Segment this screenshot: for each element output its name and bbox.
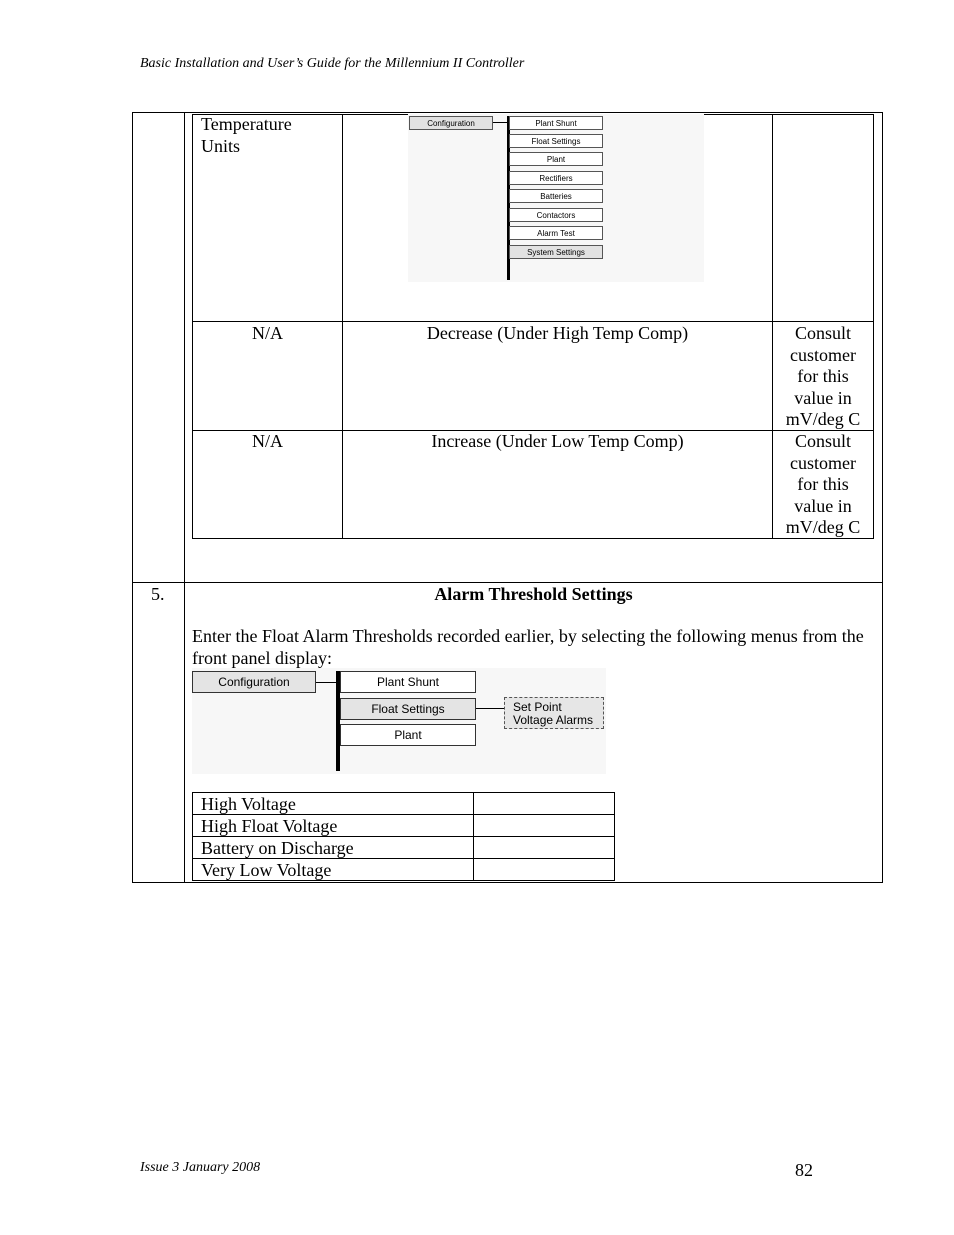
step-title: Alarm Threshold Settings (434, 584, 633, 604)
row3-note: Consult customer for this value in mV/deg C (785, 431, 861, 537)
menu-item-plant-large: Plant (340, 724, 476, 746)
submenu-line-2: Voltage Alarms (513, 713, 594, 727)
menu-item-alarm-test: Alarm Test (509, 226, 603, 240)
outer-table-left-border (132, 112, 133, 883)
menu-connector-line (493, 122, 507, 123)
config-menu-diagram-small (408, 114, 704, 282)
inner-table-bottom-border (192, 538, 874, 539)
row2-note: Consult customer for this value in mV/deg C (785, 323, 861, 429)
menu-item-contactors: Contactors (509, 208, 603, 222)
row3-action: Increase (Under Low Temp Comp) (431, 431, 684, 451)
threshold-label: High Float Voltage (193, 815, 474, 837)
menu-configuration-box: Configuration (409, 116, 493, 130)
submenu-set-point-voltage-alarms (504, 697, 604, 729)
row2-action: Decrease (Under High Temp Comp) (426, 323, 689, 343)
step-number: 5. (151, 584, 165, 604)
threshold-label: Battery on Discharge (193, 837, 474, 859)
page-number: 82 (795, 1160, 813, 1180)
menu-configuration-box-large: Configuration (192, 671, 316, 693)
inner-table-row-divider-1 (192, 321, 874, 322)
threshold-value (474, 793, 615, 815)
table-row (193, 793, 615, 815)
inner-table-right-border (873, 114, 874, 539)
threshold-value (474, 837, 615, 859)
menu-item-float-settings-large: Float Settings (340, 698, 476, 720)
menu-connector-line-large (316, 682, 336, 683)
temperature-units-label: Temperature Units (201, 114, 292, 156)
float-settings-menu-diagram (192, 668, 606, 774)
submenu-line-1: Set Point (513, 700, 562, 714)
outer-table-bottom-border (132, 882, 883, 883)
menu-item-rectifiers: Rectifiers (509, 171, 603, 185)
menu-item-plant-shunt: Plant Shunt (509, 116, 603, 130)
submenu-connector-line (476, 708, 504, 709)
alarm-threshold-table (192, 792, 615, 881)
row2-item-na: N/A (252, 323, 283, 343)
inner-table-col-divider-2 (772, 114, 773, 539)
threshold-value (474, 859, 615, 881)
menu-item-system-settings: System Settings (509, 245, 603, 259)
menu-item-float-settings: Float Settings (509, 134, 603, 148)
outer-table-row-divider (132, 582, 883, 583)
outer-table-column-divider (184, 112, 185, 883)
table-row (193, 837, 615, 859)
threshold-value (474, 815, 615, 837)
outer-table-right-border (882, 112, 883, 883)
footer-issue-date: Issue 3 January 2008 (140, 1160, 261, 1175)
menu-item-plant: Plant (509, 152, 603, 166)
outer-table-top-border (132, 112, 883, 113)
threshold-label: Very Low Voltage (193, 859, 474, 881)
menu-item-plant-shunt-large: Plant Shunt (340, 671, 476, 693)
menu-item-batteries: Batteries (509, 189, 603, 203)
threshold-label: High Voltage (193, 793, 474, 815)
row3-item-na: N/A (252, 431, 283, 451)
table-row (193, 815, 615, 837)
step-instruction: Enter the Float Alarm Thresholds recorded earlier, by selecting the following menus from the front panel display: (192, 626, 864, 668)
document-header: Basic Installation and User’s Guide for the Millennium II Controller (140, 56, 525, 71)
table-row (193, 859, 615, 881)
